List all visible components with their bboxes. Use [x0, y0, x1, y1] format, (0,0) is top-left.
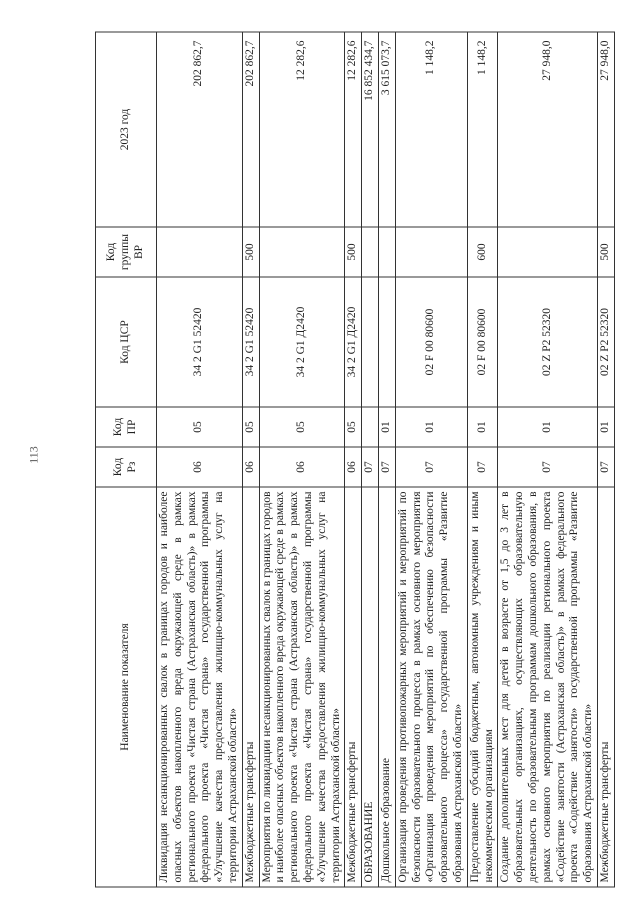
row-name: Межбюджетные трансферты: [345, 487, 362, 887]
row-amount: 27 948,0: [498, 32, 598, 227]
row-pr: 01: [498, 407, 598, 447]
row-csr: 34 2 G1 Д2420: [345, 277, 362, 407]
row-amount: 1 148,2: [467, 32, 498, 227]
row-vr: 500: [242, 227, 259, 277]
row-name: Дошкольное образование: [378, 487, 395, 887]
row-csr: 02 Z P2 52320: [498, 277, 598, 407]
row-amount: 12 282,6: [259, 32, 345, 227]
page-number: 113: [26, 446, 41, 464]
header-year: 2023 год: [96, 32, 157, 227]
budget-table: [95, 32, 615, 888]
row-amount: 12 282,6: [345, 32, 362, 227]
header-pr: Код ПР: [96, 407, 157, 447]
row-name: Ликвидация несанкционированных свалок в границах городов и наиболее опасных объектов накопленного вреда окружающей среде в рамках регионального проекта «Чистая страна (Астраханская область)» в рамках федерального проекта «Чистая страна» государственной программы «Улучшение качества предоставления жилищно-коммунальных услуг на территории Астраханской области»: [157, 487, 243, 887]
row-rz: 06: [242, 447, 259, 487]
row-pr: 01: [597, 407, 614, 447]
row-rz: 07: [378, 447, 395, 487]
row-vr: 600: [467, 227, 498, 277]
row-pr: 01: [467, 407, 498, 447]
rotated-table-container: [95, 33, 611, 888]
row-pr: 01: [395, 407, 467, 447]
row-pr: 05: [242, 407, 259, 447]
row-vr: [378, 227, 395, 277]
table-header: [96, 32, 157, 887]
row-rz: 06: [259, 447, 345, 487]
row-rz: 06: [157, 447, 243, 487]
row-name: Межбюджетные трансферты: [597, 487, 614, 887]
table-row: [362, 32, 379, 887]
header-rz: Код Рз: [96, 447, 157, 487]
row-amount: 16 852 434,7: [362, 32, 379, 227]
row-vr: [498, 227, 598, 277]
row-pr: [362, 407, 379, 447]
row-rz: 07: [395, 447, 467, 487]
table-row: [157, 32, 243, 887]
row-name: Организация проведения противопожарных мероприятий и мероприятий по безопасности образовательного процесса в рамках основного мероприятия «Организация проведения мероприятий по обеспечению безопасности образовательного процесса» государственной программы «Развитие образования Астраханской области»: [395, 487, 467, 887]
row-csr: 02 Z P2 52320: [597, 277, 614, 407]
table-row: [597, 32, 614, 887]
table-row: [395, 32, 467, 887]
row-amount: 1 148,2: [395, 32, 467, 227]
row-amount: 202 862,7: [242, 32, 259, 227]
row-name: Создание дополнительных мест для детей в возрасте от 1,5 до 3 лет в образовательных организациях, осуществляющих образовательную деятельность по образовательным программам дошкольного образования, в рамках основного мероприятия по реализации регионального проекта «Содействие занятости (Астраханская область)» в рамках федерального проекта «Содействие занятости» государственной программы «Развитие образования Астраханской области»: [498, 487, 598, 887]
row-csr: 02 F 00 80600: [467, 277, 498, 407]
row-name: Мероприятия по ликвидации несанкционированных свалок в границах городов и наиболее опасных объектов накопленного вреда окружающей среде в рамках регионального проекта «Чистая страна (Астраханская область)» в рамках федерального проекта «Чистая страна» государственной программы «Улучшение качества предоставления жилищно-коммунальных услуг на территории Астраханской области»: [259, 487, 345, 887]
row-pr: 05: [259, 407, 345, 447]
row-pr: 01: [378, 407, 395, 447]
row-csr: [362, 277, 379, 407]
row-csr: 34 2 G1 52420: [242, 277, 259, 407]
row-name: ОБРАЗОВАНИЕ: [362, 487, 379, 887]
row-rz: 07: [597, 447, 614, 487]
row-rz: 07: [362, 447, 379, 487]
row-amount: 3 615 073,7: [378, 32, 395, 227]
table-body: [157, 32, 615, 887]
header-csr: Код ЦСР: [96, 277, 157, 407]
row-rz: 07: [467, 447, 498, 487]
table-row: [242, 32, 259, 887]
row-name: Межбюджетные трансферты: [242, 487, 259, 887]
row-vr: 500: [345, 227, 362, 277]
row-vr: [259, 227, 345, 277]
row-rz: 06: [345, 447, 362, 487]
row-vr: 500: [597, 227, 614, 277]
row-rz: 07: [498, 447, 598, 487]
row-csr: 34 2 G1 52420: [157, 277, 243, 407]
table-row: [378, 32, 395, 887]
row-vr: [362, 227, 379, 277]
table-row: [259, 32, 345, 887]
row-vr: [157, 227, 243, 277]
table-row: [498, 32, 598, 887]
row-csr: 02 F 00 80600: [395, 277, 467, 407]
row-pr: 05: [345, 407, 362, 447]
header-vr: Код группы ВР: [96, 227, 157, 277]
row-amount: 202 862,7: [157, 32, 243, 227]
row-csr: [378, 277, 395, 407]
row-pr: 05: [157, 407, 243, 447]
row-amount: 27 948,0: [597, 32, 614, 227]
row-name: Предоставление субсидий бюджетным, автономным учреждениям и иным некоммерческим организациям: [467, 487, 498, 887]
table-row: [467, 32, 498, 887]
table-row: [345, 32, 362, 887]
row-vr: [395, 227, 467, 277]
header-name: Наименование показателя: [96, 487, 157, 887]
row-csr: 34 2 G1 Д2420: [259, 277, 345, 407]
